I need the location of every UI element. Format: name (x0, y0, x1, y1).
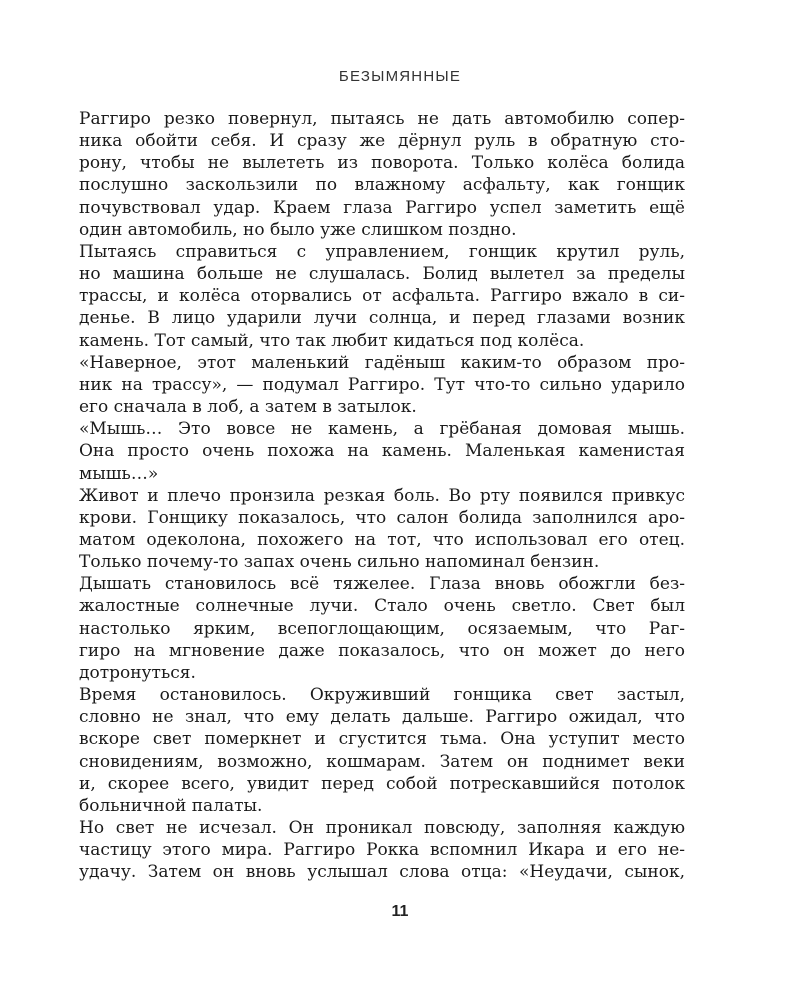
text-line: и, скорее всего, увидит перед собой потрескавшийся потолок (79, 773, 685, 794)
text-line: Она просто очень похожа на камень. Маленькая каменистая (79, 441, 685, 462)
page-number: 11 (391, 903, 409, 920)
text-line: один автомобиль, но было уже слишком поздно. (79, 219, 517, 240)
text-line: Пытаясь справиться с управлением, гонщик крутил руль, (79, 241, 685, 262)
text-line: дотронуться. (79, 662, 196, 683)
text-line: сновидениям, возможно, кошмарам. Затем он поднимет веки (79, 751, 685, 772)
text-line: «Мышь… Это вовсе не камень, а грёбаная домовая мышь. (79, 419, 685, 440)
text-line: почувствовал удар. Краем глаза Раггиро успел заметить ещё (79, 197, 685, 218)
text-line: но машина больше не слушалась. Болид вылетел за пределы (79, 264, 685, 285)
text-line: мышь…» (79, 463, 159, 484)
text-line: камень. Тот самый, что так любит кидаться под колёса. (79, 330, 585, 351)
text-line: словно не знал, что ему делать дальше. Раггиро ожидал, что (79, 707, 685, 728)
text-line: ник на трассу», — подумал Раггиро. Тут что-то сильно ударило (79, 374, 685, 395)
text-line: больничной палаты. (79, 795, 263, 816)
text-line: денье. В лицо ударили лучи солнца, и перед глазами возник (79, 308, 685, 329)
text-line: крови. Гонщику показалось, что салон болида заполнился аро- (79, 507, 685, 528)
text-line: частицу этого мира. Раггиро Рокка вспомнил Икара и его не- (79, 840, 685, 861)
text-line: Только почему-то запах очень сильно напоминал бензин. (79, 552, 600, 573)
text-line: «Наверное, этот маленький гадёныш каким-то образом про- (79, 352, 685, 373)
text-line: Но свет не исчезал. Он проникал повсюду, заполняя каждую (79, 818, 685, 838)
text-line: Раггиро резко повернул, пытаясь не дать автомобилю сопер- (79, 109, 685, 129)
text-line: трассы, и колёса оторвались от асфальта. Раггиро вжало в си- (79, 286, 685, 307)
text-line: вскоре свет померкнет и сгустится тьма. Она уступит место (79, 729, 685, 750)
text-line: его сначала в лоб, а затем в затылок. (79, 397, 417, 418)
text-line: Живот и плечо пронзила резкая боль. Во рту появился привкус (79, 485, 685, 506)
text-line: настолько ярким, всепоглощающим, осязаемым, что Раг- (79, 618, 685, 639)
body-text (79, 108, 685, 883)
text-line: гиро на мгновение даже показалось, что он может до него (79, 640, 685, 661)
text-line: удачу. Затем он вновь услышал слова отца: «Неудачи, сынок, (79, 862, 685, 883)
text-line: Время остановилось. Окруживший гонщика свет застыл, (79, 685, 685, 706)
text-line: жалостные солнечные лучи. Стало очень светло. Свет был (79, 596, 685, 617)
text-line: ника обойти себя. И сразу же дёрнул руль в обратную сто- (79, 131, 685, 152)
text-line: Дышать становилось всё тяжелее. Глаза вновь обожгли без- (79, 574, 685, 595)
text-line: послушно заскользили по влажному асфальту, как гонщик (79, 175, 685, 196)
text-line: матом одеколона, похожего на тот, что использовал его отец. (79, 529, 685, 550)
running-head: БЕЗЫМЯННЫЕ (338, 68, 462, 85)
text-line: рону, чтобы не вылететь из поворота. Только колёса болида (79, 153, 685, 174)
